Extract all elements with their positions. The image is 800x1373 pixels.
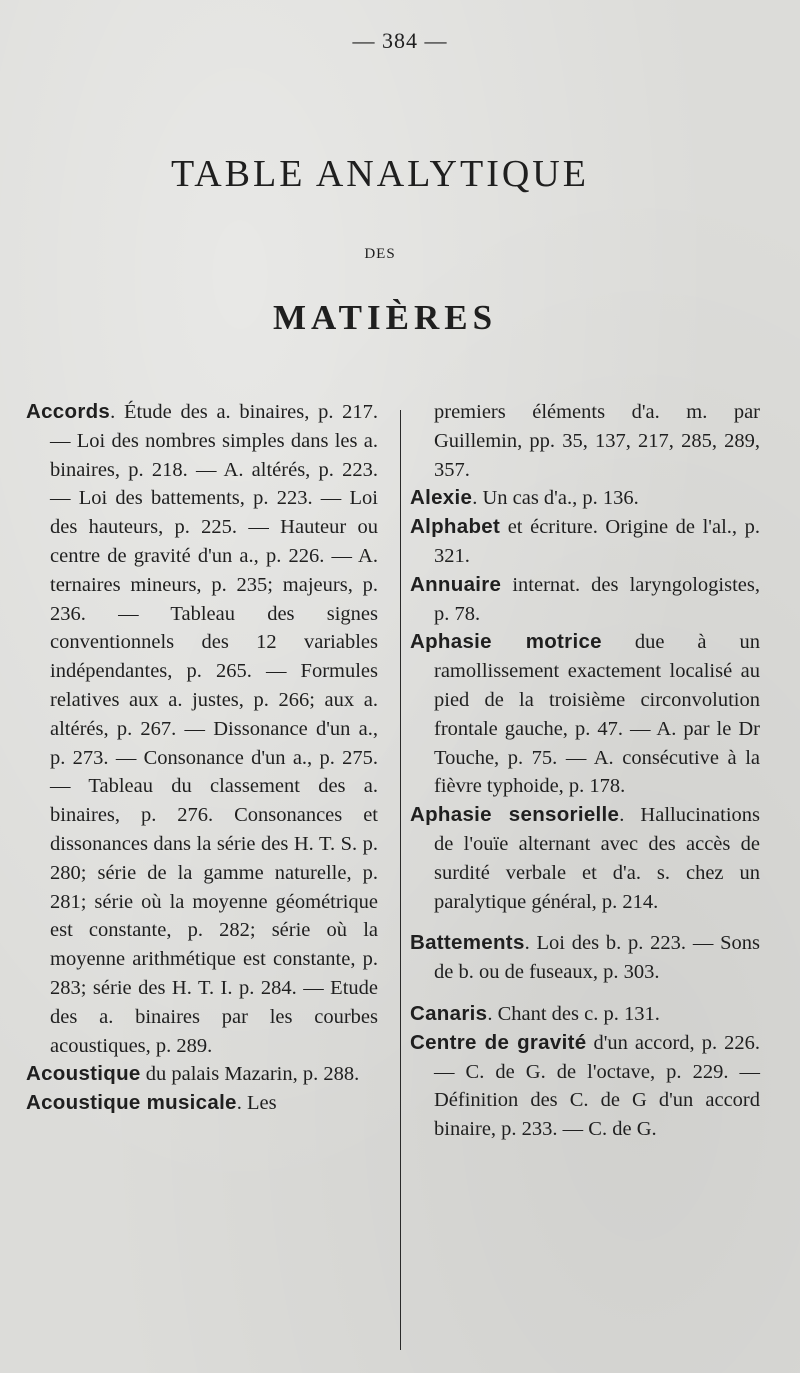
- index-entry: [410, 628, 760, 801]
- entry-heading: Alexie: [410, 486, 473, 510]
- entry-text: du palais Mazarin, p. 288.: [140, 1063, 360, 1086]
- entry-text: . Les: [236, 1092, 277, 1115]
- index-entry: [410, 929, 760, 987]
- entry-heading: Annuaire: [410, 572, 502, 596]
- entry-text: . Étude des a. binaires, p. 217. — Loi des nombres simples dans les a. binaires, p. 218. — A. altérés, p. 223. — Loi des battements, p. 223. — Loi des hauteurs, p. 225. — Hauteur ou centre de gravité d'un a., p. 226. — A. ternaires mineurs, p. 235; majeurs, p. 236. — Tableau des signes conventionnels des 12 variables indépendantes, p. 265. — Formules relatives aux a. justes, p. 266; aux a. altérés, p. 267. — Dissonance d'un a., p. 273. — Consonance d'un a., p. 275. — Tableau du classement des a. binaires, p. 276. Consonances et dissonances dans la série des H. T. S. p. 280; série de la gamme naturelle, p. 281; série où la moyenne géométrique est constante, p. 282; série où la moyenne arithmétique est constante, p. 283; série des H. T. I. p. 284. — Etude des a. binaires par les courbes acoustiques, p. 289.: [50, 401, 378, 1057]
- index-entry: [26, 1060, 378, 1089]
- entry-text: . Chant des c. p. 131.: [487, 1002, 660, 1025]
- index-entry: [410, 1000, 760, 1029]
- right-column: [410, 398, 760, 1144]
- entry-text: d'un accord, p. 226. — C. de G. de l'octave, p. 229. — Définition des C. de G d'un accord binaire, p. 233. — C. de G.: [434, 1031, 760, 1141]
- entry-text: . Un cas d'a., p. 136.: [472, 487, 639, 510]
- index-entry: [410, 571, 760, 629]
- entry-heading: Acoustique: [26, 1062, 141, 1086]
- index-entry: [410, 1029, 760, 1144]
- index-entry: [410, 801, 760, 916]
- entry-text: . Hallucinations de l'ouïe alternant avec des accès de surdité verbale et d'a. s. chez un paralytique général, p. 214.: [434, 804, 760, 913]
- index-entry: [26, 1089, 378, 1118]
- index-entry: [26, 398, 378, 1060]
- page-title: TABLE ANALYTIQUE: [171, 153, 589, 195]
- column-divider: [400, 410, 401, 1350]
- entry-text: internat. des laryngologistes, p. 78.: [434, 573, 760, 625]
- entry-heading: Canaris: [410, 1001, 488, 1025]
- entry-text: . Loi des b. p. 223. — Sons de b. ou de fuseaux, p. 303.: [434, 932, 760, 984]
- index-entry: [410, 513, 760, 571]
- entry-text: premiers éléments d'a. m. par Guillemin, pp. 35, 137, 217, 285, 289, 357.: [434, 401, 760, 481]
- page-number: — 384 —: [352, 28, 448, 53]
- entry-heading: Accords: [26, 400, 111, 423]
- subtitle-des: DES: [364, 246, 396, 262]
- left-column: [26, 398, 378, 1118]
- entry-heading: Alphabet: [410, 515, 501, 539]
- entry-heading: Aphasie sensorielle: [410, 803, 620, 827]
- index-entry-continued: [410, 398, 760, 484]
- index-entry: [410, 484, 760, 513]
- entry-heading: Aphasie motrice: [410, 630, 602, 654]
- entry-heading: Battements: [410, 931, 525, 955]
- entry-text: due à un ramollissement exactement localisé au pied de la troisième circonvolution frontale gauche, p. 47. — A. par le Dr Touche, p. 75. — A. consécutive à la fièvre typhoide, p. 178.: [434, 631, 760, 798]
- subtitle-matieres: MATIÈRES: [272, 298, 498, 337]
- entry-heading: Acoustique musicale: [26, 1091, 237, 1115]
- entry-text: et écriture. Origine de l'al., p. 321.: [434, 516, 760, 567]
- entry-heading: Centre de gravité: [410, 1030, 587, 1054]
